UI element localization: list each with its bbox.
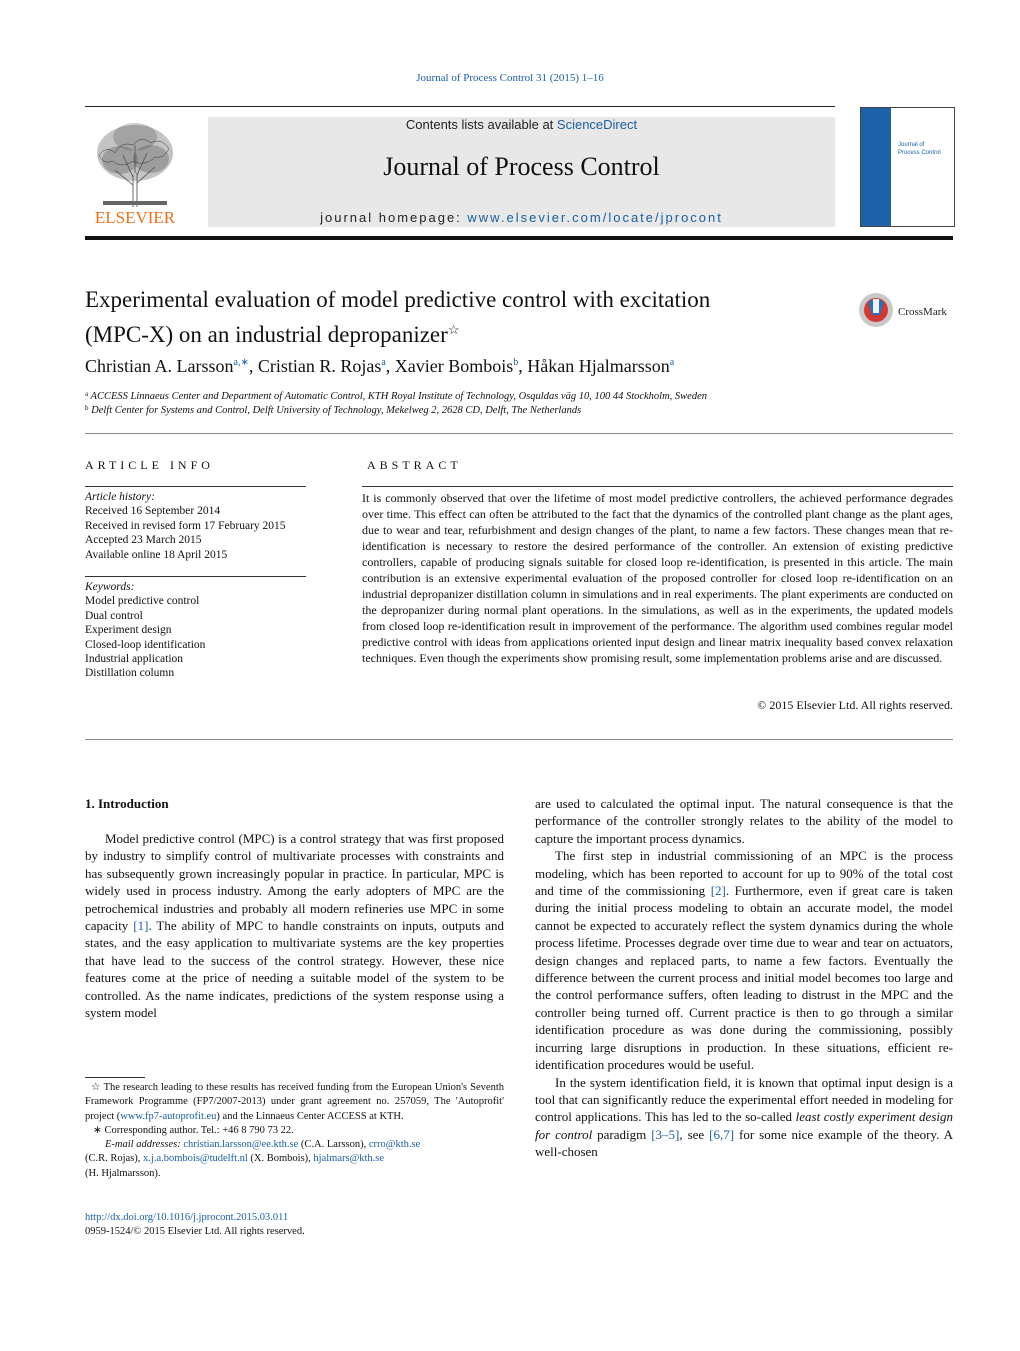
author-affiliation-mark[interactable]: a,∗ bbox=[233, 357, 249, 368]
abstract-rule bbox=[362, 486, 953, 487]
project-link[interactable]: www.fp7-autoprofit.eu bbox=[120, 1110, 217, 1122]
masthead-thick-rule bbox=[85, 236, 953, 240]
contents-prefix: Contents lists available at bbox=[405, 117, 557, 132]
homepage-link[interactable]: www.elsevier.com/locate/jprocont bbox=[467, 210, 723, 225]
author[interactable]: Christian A. Larsson bbox=[85, 356, 234, 376]
email-link[interactable]: christian.larsson@ee.kth.se bbox=[183, 1139, 299, 1151]
abstract-copyright: © 2015 Elsevier Ltd. All rights reserved. bbox=[757, 698, 953, 712]
keyword: Experiment design bbox=[85, 624, 172, 637]
affiliation-b: $^b$ Delft Center for Systems and Control, Delft University of Technology, Mekelweg 2, 2628 CD, Delft, The Netherlands bbox=[85, 404, 582, 416]
right-column-text bbox=[535, 795, 953, 1161]
cover-title: Journal of Process Control bbox=[898, 142, 941, 156]
article-info-heading: ARTICLE INFO bbox=[85, 458, 214, 472]
abstract-text: It is commonly observed that over the lifetime of most model predictive controllers, the achieved performance degrades over time. This effect can often be attributed to the fact that the dynamics of the controlled plant change as the plant ages, due to wear and tear, refurbishment and design changes of the plant, to name a few factors. These changes mean that re-identification is necessary to restore the desired performance of the controller. An extension of existing predictive controllers, capable of producing signals suitable for closed loop re-identification, is presented in this article. The main contribution is an extensive experimental evaluation of the proposed controller for closed loop re-identification on an industrial depropanizer distillation column in simulations and in real experiments. The plant experiments are conducted on the depropanizer during normal plant operations. In the simulations, as well as in the experiments, the updated models from closed loop re-identification result in improvement of the performance. The algorithm used combines regular model predictive control with ideas from applications oriented input design and linear matrix inequality based convex relaxation techniques. Even though the experiments show promising result, some implementation problems arise and are discussed. bbox=[362, 491, 953, 665]
email-footnote: E-mail addresses: christian.larsson@ee.kth.se (C.A. Larsson), crro@kth.se (C.R. Rojas), x.j.a.bombois@tudelft.nl (X. Bombois), hjalmars@kth.se (H. Hjalmarsson). bbox=[85, 1139, 421, 1179]
history-item: Accepted 23 March 2015 bbox=[85, 534, 202, 547]
email-link[interactable]: hjalmars@kth.se bbox=[313, 1153, 385, 1165]
issn-line: 0959-1524/© 2015 Elsevier Ltd. All rights reserved. bbox=[85, 1226, 305, 1237]
footnotes bbox=[85, 1081, 504, 1181]
journal-homepage bbox=[208, 210, 835, 225]
author-affiliation-mark[interactable]: a bbox=[381, 357, 386, 368]
keyword: Industrial application bbox=[85, 653, 184, 666]
citation-link[interactable]: [3–5] bbox=[651, 1126, 680, 1142]
article-title: Experimental evaluation of model predictive control with excitation (MPC-X) on an industrial depropanizer☆ bbox=[85, 287, 711, 347]
funding-footnote: ☆ The research leading to these results has received funding from the European Union's Seventh Framework Programme (FP7/2007-2013) under grant agreement no. 257059, The 'Autoprofit' project (www.fp7-autoprofit.eu) and the Linnaeus Center ACCESS at KTH. bbox=[85, 1082, 504, 1122]
title-footnote-mark[interactable]: ☆ bbox=[447, 322, 460, 337]
author-affiliation-mark[interactable]: b bbox=[513, 357, 519, 368]
section-separator bbox=[85, 433, 953, 434]
author-list: Christian A. Larsson$^{a,∗}$, Cristian R. Rojas$^a$, Xavier Bombois$^b$, Håkan Hjalmarsson$^a$ bbox=[85, 356, 675, 376]
author[interactable]: Xavier Bombois bbox=[394, 356, 514, 376]
history-item: Received 16 September 2014 bbox=[85, 505, 221, 518]
cover-strip bbox=[861, 108, 891, 226]
section-separator bbox=[85, 739, 953, 740]
keywords-block: Keywords: Model predictive control Dual control Experiment design Closed-loop identification Industrial application Distillation column bbox=[85, 580, 306, 681]
paragraph: The first step in industrial commissioning of an MPC is the process modeling, which has been reported to account for up to 90% of the total cost and time of the commissioning [2]. Furthermore, even if great care is taken during the initial process modeling to obtain an accurate model, the model cannot be expected to accurately reflect the system dynamics during the whole process lifetime. Processes degrade over time due to wear and tear on actuators, design changes and replaced parts, to name a few factors. Eventually the difference between the current process and initial model becomes too large and the control performance suffers, often leading to distrust in the MPC and the controller being turned off. Current practice is then to go through a similar identification procedure as was done during the commissioning, possibly incurring large disruptions in production. In these situations, efficient re-identification procedures would be useful. bbox=[535, 848, 953, 1073]
history-item: Received in revised form 17 February 2015 bbox=[85, 519, 286, 532]
footnote-rule bbox=[85, 1077, 145, 1078]
email-link[interactable]: crro@kth.se bbox=[368, 1139, 421, 1151]
author[interactable]: Håkan Hjalmarsson bbox=[527, 356, 670, 376]
keyword: Dual control bbox=[85, 609, 143, 622]
paragraph: In the system identification field, it is known that optimal input design is a tool that can significantly reduce the experimental effort needed in modeling for control applications. This has led to the so-called least costly experiment design for control paradigm [3–5], see [6,7] for some nice example of the theory. A well-chosen bbox=[535, 1074, 953, 1160]
citation-link[interactable]: [6,7] bbox=[709, 1126, 735, 1142]
doi-link[interactable]: http://dx.doi.org/10.1016/j.jprocont.2015.03.011 bbox=[85, 1212, 289, 1223]
article-info-rule bbox=[85, 486, 306, 487]
contents-line bbox=[208, 117, 835, 132]
keyword: Distillation column bbox=[85, 667, 175, 680]
citation-link[interactable]: [1] bbox=[133, 918, 149, 934]
email-link[interactable]: x.j.a.bombois@tudelft.nl bbox=[143, 1153, 248, 1165]
journal-citation[interactable]: Journal of Process Control 31 (2015) 1–16 bbox=[416, 72, 604, 84]
keyword: Closed-loop identification bbox=[85, 638, 206, 651]
journal-cover-thumbnail[interactable] bbox=[860, 107, 955, 227]
elsevier-tree-logo bbox=[85, 115, 185, 227]
sciencedirect-link[interactable]: ScienceDirect bbox=[556, 117, 638, 132]
left-column-text bbox=[85, 830, 504, 1021]
paragraph: are used to calculated the optimal input. The natural consequence is that the performance of the controller strongly relates to the ability of the model to capture the important process dynamics. bbox=[535, 796, 953, 846]
header-rule bbox=[85, 106, 835, 107]
abstract-heading: ABSTRACT bbox=[367, 458, 462, 472]
keywords-rule bbox=[85, 576, 306, 577]
history-item: Available online 18 April 2015 bbox=[85, 548, 228, 561]
crossmark-label: CrossMark bbox=[898, 306, 947, 318]
corresponding-author-footnote: ∗ Corresponding author. Tel.: +46 8 790 73 22. bbox=[93, 1124, 294, 1136]
homepage-prefix: journal homepage: bbox=[320, 210, 468, 225]
crossmark-badge[interactable] bbox=[858, 291, 958, 331]
citation-link[interactable]: [2] bbox=[710, 883, 726, 899]
author[interactable]: Cristian R. Rojas bbox=[257, 356, 382, 376]
section-heading-introduction: 1. Introduction bbox=[85, 796, 169, 811]
elsevier-wordmark: ELSEVIER bbox=[94, 208, 176, 227]
paragraph: Model predictive control (MPC) is a control strategy that was first proposed by industry to simplify control of multivariate processes with constraints and has subsequently grown increasingly popular in practice. In particular, MPC is widely used in process industry. Among the early adopters of MPC are the petrochemical industries and probably all modern refineries use MPC in some capacity [1]. The ability of MPC to handle constraints on inputs, outputs and states, and the easy application to multivariate systems are the key properties that have lead to the success of the control strategy. However, these nice features come at the price of needing a suitable model of the system to be controlled. As the name indicates, predictions of the system response using a system model bbox=[85, 831, 504, 1021]
affiliation-a: $^a$ ACCESS Linnaeus Center and Department of Automatic Control, KTH Royal Institute of Technology, Osquldas väg 10, 100 44 Stockholm, Sweden bbox=[85, 390, 708, 402]
keyword: Model predictive control bbox=[85, 595, 200, 608]
article-history: Article history: Received 16 September 2014 Received in revised form 17 February 2015 Accepted 23 March 2015 Available online 18 April 2015 bbox=[85, 490, 306, 562]
journal-title: Journal of Process Control bbox=[383, 152, 660, 181]
author-affiliation-mark[interactable]: a bbox=[669, 357, 675, 368]
